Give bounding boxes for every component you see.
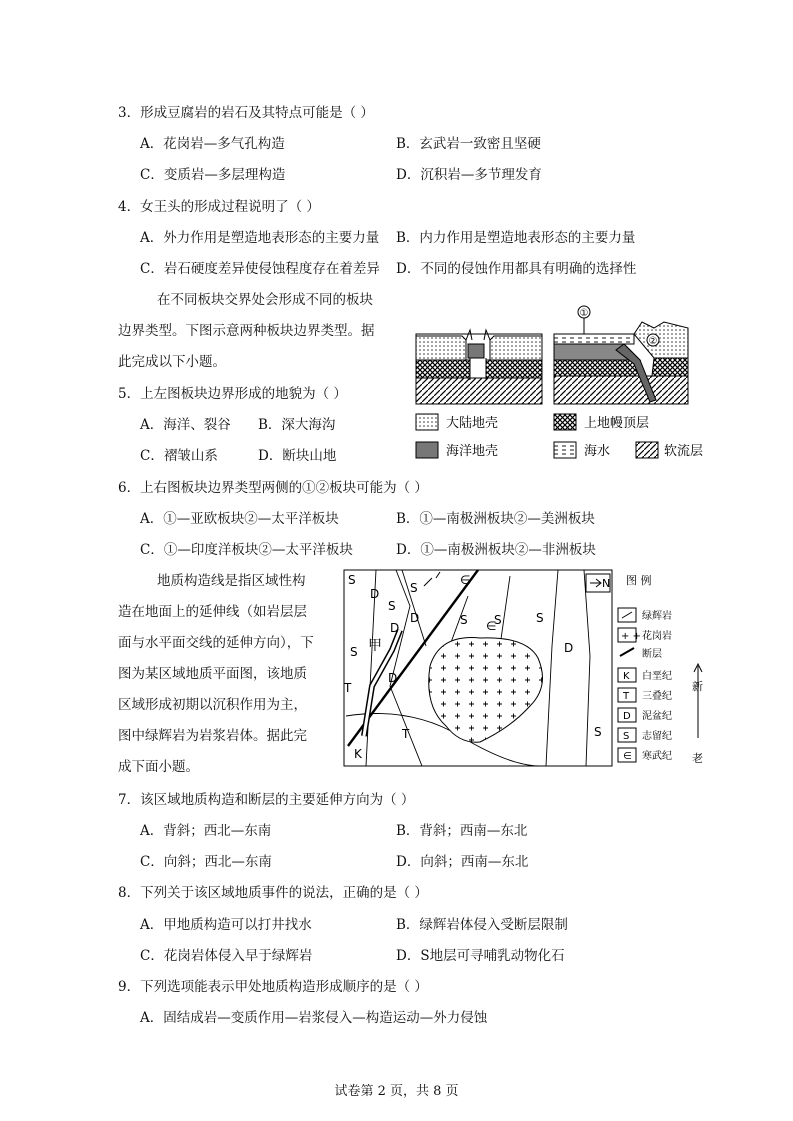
stratum-label: S [410,581,418,595]
geo-legend [618,573,703,765]
stratum-label: ∈ [486,619,497,633]
stratum-label: S [460,613,468,627]
legend-triassic: 三叠纪 [642,691,672,702]
legend-cretaceous: 白垩纪 [642,671,672,682]
q5-option-d[interactable]: D．断块山地 [258,448,337,464]
q8-option-d[interactable]: D．S地层可寻哺乳动物化石 [396,948,565,964]
stratum-label: S [350,645,358,659]
legend-key-t: T [623,691,630,702]
q6-stem: 6．上右图板块边界类型两侧的①②板块可能为（ ） [118,480,428,496]
q7-option-c[interactable]: C．向斜；西北—东南 [140,854,272,870]
q7-stem: 7．该区域地质构造和断层的主要延伸方向为（ ） [118,792,415,808]
legend-upper-mantle: 上地幔顶层 [584,416,650,431]
q9-stem: 9．下列选项能表示甲处地质构造形成顺序的是（ ） [118,979,428,995]
legend-continental-crust: 大陆地壳 [446,416,499,431]
legend-cambrian: 寒武纪 [642,751,672,762]
q4-option-a[interactable]: A．外力作用是塑造地表形态的主要力量 [140,230,380,246]
stratum-label: T [344,681,352,695]
q5-option-b[interactable]: B．深大海沟 [258,417,336,433]
q3-option-d[interactable]: D．沉积岩—多节理发育 [396,167,542,183]
geo-intro-line3: 面与水平面交线的延伸方向），下 [118,635,314,651]
plate-intro-line2: 边界类型。下图示意两种板块边界类型。据 [118,323,375,339]
legend-seawater: 海水 [584,444,611,459]
geo-intro-line5: 区域形成初期以沉积作用为主， [118,697,307,713]
legend-key-cambrian: ∈ [623,751,632,762]
q7-option-b[interactable]: B．背斜；西南—东北 [396,823,528,839]
q4-option-c[interactable]: C．岩石硬度差异使侵蚀程度存在着差异 [140,261,380,277]
stratum-label: D [564,641,574,655]
legend-silurian: 志留纪 [642,731,672,742]
legend-key-d: D [623,711,631,722]
plate-intro-line3: 此完成以下小题。 [118,354,226,370]
stratum-label: S [388,599,396,613]
q4-stem: 4．女王头的形成过程说明了（ ） [118,199,320,215]
geological-map [340,566,720,772]
geo-intro-line7: 成下面小题。 [118,759,199,775]
legend-devonian: 泥盆纪 [642,711,672,722]
north-arrow [586,574,610,592]
legend-greenstone: 绿辉岩 [642,611,672,622]
stratum-label: ∈ [460,573,471,587]
q3-option-b[interactable]: B．玄武岩一致密且坚硬 [396,136,541,152]
north-label: N [602,577,611,590]
q7-option-a[interactable]: A．背斜；西北—东南 [140,823,272,839]
plate-intro-line1: 在不同板块交界处会形成不同的板块 [157,292,373,308]
stratum-label: S [494,613,502,627]
legend-key-s: S [623,731,630,742]
stratum-label: D [390,621,400,635]
q3-stem: 3．形成豆腐岩的岩石及其特点可能是（ ） [118,105,374,121]
q3-option-c[interactable]: C．变质岩—多层理构造 [140,167,286,183]
legend-asthenosphere: 软流层 [664,444,704,459]
plate-marker-1: ① [579,308,589,319]
map-frame [344,570,612,766]
age-old-label: 老 [692,752,703,765]
plate-legend [416,414,703,459]
plate-marker-2: ② [648,336,658,347]
q7-option-d[interactable]: D．向斜；西南—东北 [396,854,529,870]
stratum-label: S [348,573,356,587]
q8-option-b[interactable]: B．绿辉岩体侵入受断层限制 [396,917,568,933]
plate-boundary-figure [410,300,710,470]
stratum-label: K [354,747,362,761]
q3-option-a[interactable]: A．花岗岩—多气孔构造 [140,136,285,152]
legend-title: 图 例 [626,574,652,587]
legend-oceanic-crust: 海洋地壳 [446,444,499,459]
svg-text:+ +: + + [621,631,641,642]
stratum-label: S [536,611,544,625]
q9-option-a[interactable]: A．固结成岩—变质作用—岩浆侵入—构造运动—外力侵蚀 [140,1010,488,1026]
age-new-label: 新 [692,680,703,693]
q4-option-b[interactable]: B．内力作用是塑造地表形态的主要力量 [396,230,636,246]
legend-granite: 花岗岩 [642,631,672,642]
stratum-label: D [370,587,380,601]
q4-option-d[interactable]: D．不同的侵蚀作用都具有明确的选择性 [396,261,637,277]
page-footer: 试卷第 2 页，共 8 页 [334,1084,459,1099]
geo-intro-line6: 图中绿辉岩为岩浆岩体。据此完 [118,728,307,744]
legend-fault: 断层 [642,649,662,660]
geo-intro-line2: 造在地面上的延伸线（如岩层层 [118,604,307,620]
q5-option-a[interactable]: A．海洋、裂谷 [140,417,231,433]
q8-option-a[interactable]: A．甲地质构造可以打井找水 [140,917,312,933]
convergent-boundary-diagram [554,306,688,404]
q8-option-c[interactable]: C．花岗岩体侵入早于绿辉岩 [140,948,313,964]
q8-stem: 8．下列关于该区域地质事件的说法，正确的是（ ） [118,885,428,901]
divergent-boundary-diagram [416,330,542,404]
q6-option-c[interactable]: C．①—印度洋板块②—太平洋板块 [140,542,353,558]
geo-intro-line4: 图为某区域地质平面图，该地质 [118,666,307,682]
stratum-label: S [594,725,602,739]
q5-stem: 5．上左图板块边界形成的地貌为（ ） [118,386,347,402]
q6-option-a[interactable]: A．①—亚欧板块②—太平洋板块 [140,511,339,527]
stratum-label: T [402,727,410,741]
geo-intro-line1: 地质构造线是指区域性构 [157,573,306,589]
q6-option-d[interactable]: D．①—南极洲板块②—非洲板块 [396,542,596,558]
q6-option-b[interactable]: B．①—南极洲板块②—美洲板块 [396,511,595,527]
legend-key-k: K [623,671,630,682]
stratum-label: D [410,611,420,625]
q5-option-c[interactable]: C．褶皱山系 [140,448,218,464]
stratum-label: D [388,671,398,685]
jia-marker: 甲 [368,638,382,654]
